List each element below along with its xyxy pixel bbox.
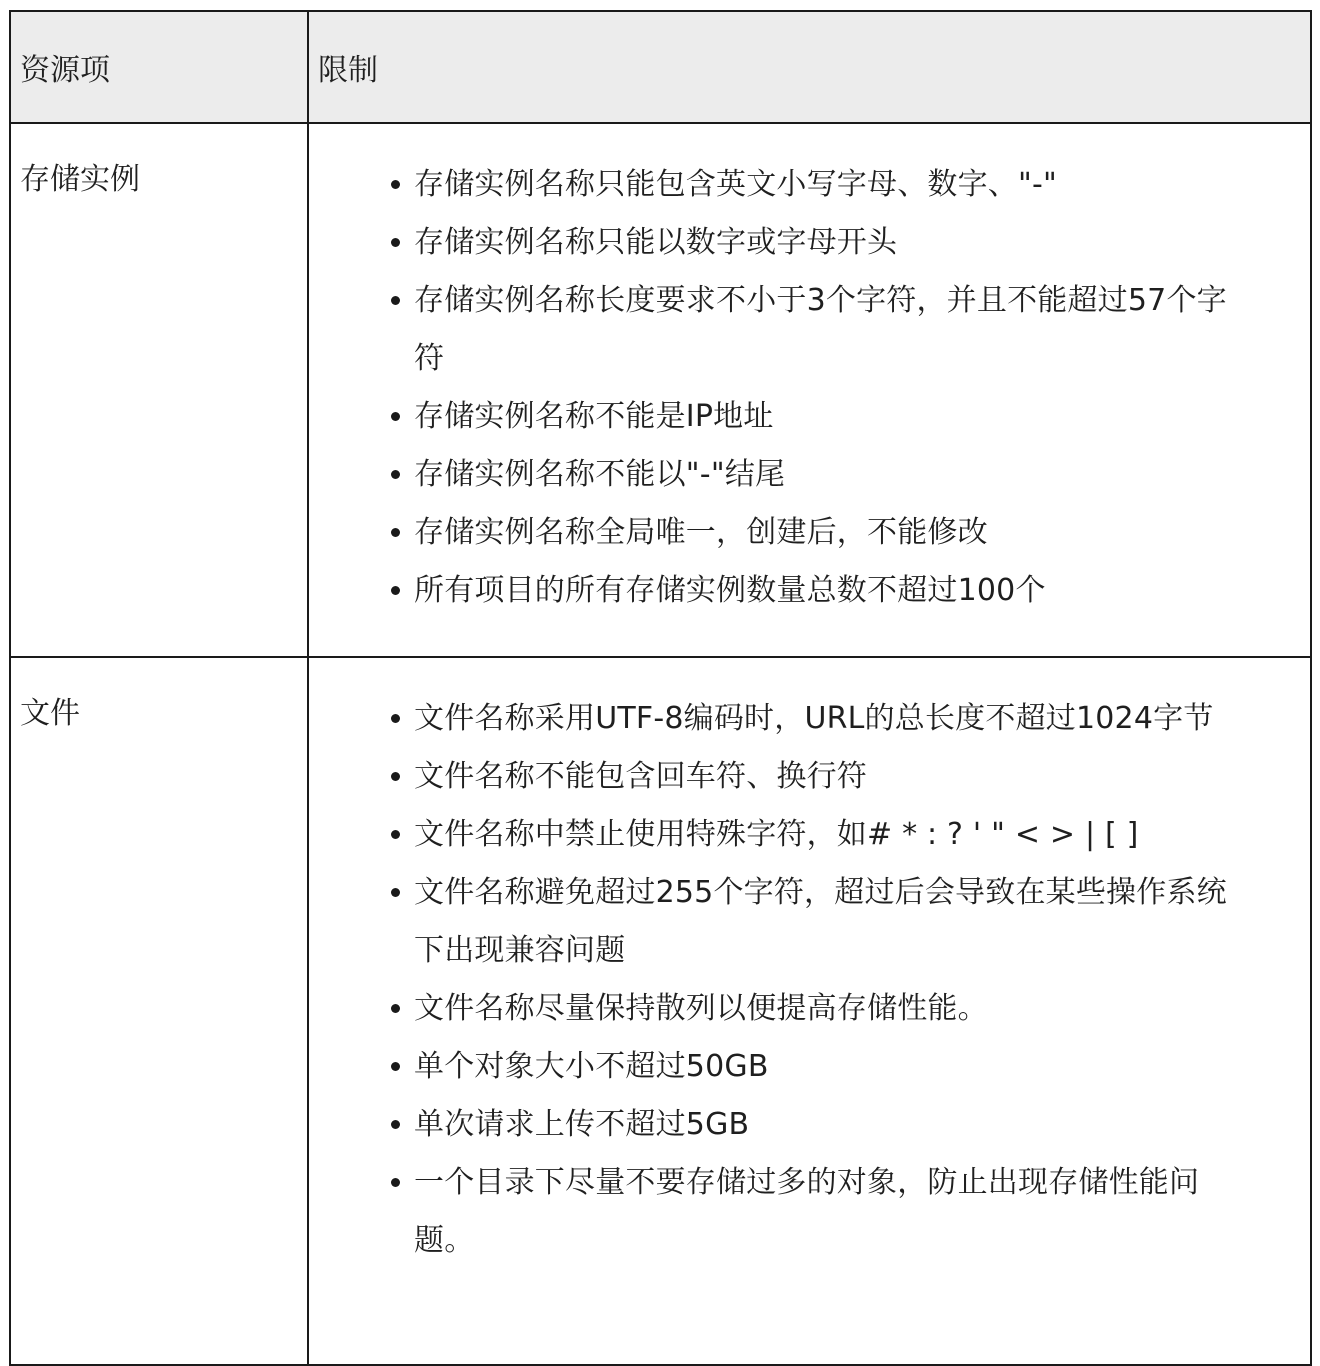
list-item: 存储实例名称只能以数字或字母开头	[414, 214, 1240, 272]
list-item: 存储实例名称不能以"-"结尾	[414, 446, 1240, 504]
list-item: 存储实例名称全局唯一，创建后，不能修改	[414, 504, 1240, 562]
limits-list	[309, 690, 1240, 1270]
resource-name-cell: 存储实例	[10, 123, 308, 657]
list-item: 文件名称中禁止使用特殊字符，如# * : ? ' " < > | [ ]	[414, 806, 1240, 864]
table-row-file	[10, 657, 1311, 1365]
list-item: 文件名称避免超过255个字符，超过后会导致在某些操作系统下出现兼容问题	[414, 864, 1240, 980]
list-item: 文件名称采用UTF-8编码时，URL的总长度不超过1024字节	[414, 690, 1240, 748]
limits-cell	[308, 123, 1311, 657]
limits-table-container	[9, 10, 1310, 1366]
list-item: 所有项目的所有存储实例数量总数不超过100个	[414, 562, 1240, 620]
header-limits: 限制	[308, 11, 1311, 123]
table-header-row	[10, 11, 1311, 123]
list-item: 文件名称尽量保持散列以便提高存储性能。	[414, 980, 1240, 1038]
resource-limits-table	[9, 10, 1312, 1366]
list-item: 存储实例名称只能包含英文小写字母、数字、"-"	[414, 156, 1240, 214]
list-item: 存储实例名称不能是IP地址	[414, 388, 1240, 446]
resource-name-cell: 文件	[10, 657, 308, 1365]
list-item: 一个目录下尽量不要存储过多的对象，防止出现存储性能问题。	[414, 1154, 1240, 1270]
limits-cell	[308, 657, 1311, 1365]
list-item: 文件名称不能包含回车符、换行符	[414, 748, 1240, 806]
list-item: 单次请求上传不超过5GB	[414, 1096, 1240, 1154]
limits-list	[309, 156, 1240, 620]
list-item: 单个对象大小不超过50GB	[414, 1038, 1240, 1096]
list-item: 存储实例名称长度要求不小于3个字符，并且不能超过57个字符	[414, 272, 1240, 388]
table-row-storage-instance	[10, 123, 1311, 657]
header-resource-item: 资源项	[10, 11, 308, 123]
